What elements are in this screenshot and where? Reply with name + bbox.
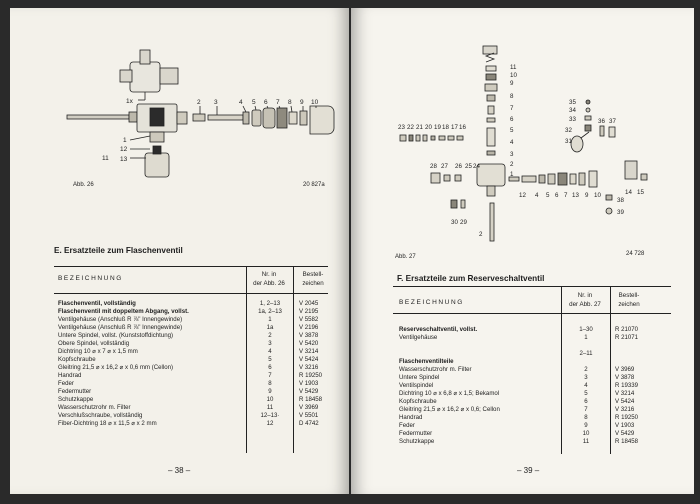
callout-1: 1 xyxy=(510,171,514,178)
row-figure-number: 11 xyxy=(266,404,274,411)
callout-2: 2 xyxy=(197,99,201,106)
right-page xyxy=(351,8,694,494)
row-figure-number: 1–30 xyxy=(579,326,593,333)
callout-37: 37 xyxy=(609,118,616,125)
row-figure-number: 12 xyxy=(266,420,274,427)
valve-exploded-diagram-abb26 xyxy=(10,8,349,198)
callout-12: 12 xyxy=(120,146,128,153)
figure-caption: Abb. 27 xyxy=(395,254,416,260)
row-figure-number: 11 xyxy=(582,438,590,445)
row-name: Gleitring 21,5 ⌀ x 16,2 ⌀ x 0,6 mm (Cellon) xyxy=(58,364,174,371)
row-name: Untere Spindel, vollst. (Kunststoffdichtung) xyxy=(58,332,174,339)
row-order-code: R 19250 xyxy=(299,372,323,379)
section-title: F. Ersatzteile zum Reserveschaltventil xyxy=(397,274,545,283)
row-figure-number: 2 xyxy=(268,332,272,339)
callout-26: 26 xyxy=(455,163,462,170)
row-figure-number: 1a xyxy=(266,324,274,331)
row-order-code: V 5582 xyxy=(299,316,319,323)
table-header-rule xyxy=(54,293,328,294)
callout-16: 16 xyxy=(459,124,466,131)
callout-4: 4 xyxy=(510,139,514,146)
callout-13: 13 xyxy=(120,156,128,163)
row-name: Federmutter xyxy=(58,388,92,395)
col-header-name: BEZEICHNUNG xyxy=(399,299,464,306)
row-order-code: V 5424 xyxy=(615,398,635,405)
row-figure-number: 9 xyxy=(268,388,272,395)
row-figure-number xyxy=(563,342,609,350)
row-order-code: V 3214 xyxy=(299,348,319,355)
row-order-code: V 3216 xyxy=(615,406,635,413)
callout-27: 27 xyxy=(441,163,448,170)
callout-29: 29 xyxy=(460,219,467,226)
callout-36: 36 xyxy=(598,118,605,125)
row-figure-number: 5 xyxy=(268,356,272,363)
row-figure-number: 2–11 xyxy=(579,350,593,357)
row-name: Fiber-Dichtring 18 ⌀ x 11,5 ⌀ x 2 mm xyxy=(58,420,157,427)
row-order-code: V 2196 xyxy=(299,324,319,331)
row-figure-number: 5 xyxy=(584,390,588,397)
row-figure-number: 3 xyxy=(584,374,588,381)
row-order-code: V 5424 xyxy=(299,356,319,363)
column-divider xyxy=(293,266,294,453)
callout-9b: 9 xyxy=(585,192,589,199)
callout-5: 5 xyxy=(252,99,256,106)
row-name: Ventilgehäuse xyxy=(399,334,438,341)
row-order-code: V 3216 xyxy=(299,364,319,371)
callout-3: 3 xyxy=(214,99,218,106)
figure-caption: Abb. 26 xyxy=(73,182,94,188)
row-name: Handrad xyxy=(399,414,423,421)
table-code-column xyxy=(615,326,638,446)
table-header-rule xyxy=(393,313,671,314)
callout-8: 8 xyxy=(288,99,292,106)
row-figure-number: 7 xyxy=(584,406,588,413)
row-name: Flaschenventil mit doppeltem Abgang, vollst. xyxy=(58,308,189,315)
row-name: Gleitring 21,5 ⌀ x 16,2 ⌀ x 0,6; Cellon xyxy=(399,406,500,413)
left-page xyxy=(10,8,349,494)
valve-exploded-diagram-abb27 xyxy=(351,8,694,253)
row-name: Federmutter xyxy=(399,430,433,437)
table-top-rule xyxy=(393,286,671,287)
row-name: Wasserschutzrohr m. Filter xyxy=(58,404,131,411)
callout-39: 39 xyxy=(617,209,624,216)
figure-code: 20 827a xyxy=(303,182,325,188)
table-nr-column xyxy=(248,300,292,428)
callout-10b: 10 xyxy=(594,192,601,199)
row-figure-number: 8 xyxy=(268,380,272,387)
figure-code: 24 728 xyxy=(626,251,645,257)
col-header-nr: Nr. in der Abb. 26 xyxy=(253,271,285,287)
callout-7: 7 xyxy=(510,105,514,112)
row-order-code: V 1903 xyxy=(299,380,319,387)
row-order-code: V 5429 xyxy=(615,430,635,437)
callout-9: 9 xyxy=(510,80,514,87)
row-name: Feder xyxy=(399,422,415,429)
callout-22: 22 xyxy=(407,124,414,131)
row-name: Verschlußschraube, vollständig xyxy=(58,412,143,419)
table-nr-column xyxy=(563,326,609,446)
row-figure-number: 2 xyxy=(584,366,588,373)
callout-12: 12 xyxy=(519,192,526,199)
row-name xyxy=(399,350,500,358)
col-header-name: BEZEICHNUNG xyxy=(58,275,123,282)
callout-23: 23 xyxy=(398,124,405,131)
row-figure-number: 3 xyxy=(268,340,272,347)
row-name: Schutzkappe xyxy=(58,396,94,403)
callout-7: 7 xyxy=(276,99,280,106)
row-name: Schutzkappe xyxy=(399,438,435,445)
row-order-code: V 5420 xyxy=(299,340,319,347)
col-header-nr: Nr. in der Abb. 27 xyxy=(569,292,601,308)
callout-38: 38 xyxy=(617,197,624,204)
row-name: Kopfschraube xyxy=(399,398,437,405)
callout-10: 10 xyxy=(311,99,319,106)
row-figure-number: 7 xyxy=(268,372,272,379)
callout-5: 5 xyxy=(510,127,514,134)
callout-24: 24 xyxy=(473,163,480,170)
row-order-code xyxy=(615,358,638,366)
callout-7b: 7 xyxy=(564,192,568,199)
row-figure-number: 1a, 2–13 xyxy=(258,308,282,315)
col-header-order: Bestell- zeichen xyxy=(302,271,324,287)
row-figure-number: 4 xyxy=(584,382,588,389)
row-name: Ventilspindel xyxy=(399,382,434,389)
row-name: Handrad xyxy=(58,372,82,379)
page-number: – 39 – xyxy=(517,466,540,475)
callout-31: 31 xyxy=(565,138,572,145)
row-name: Flaschenventil, vollständig xyxy=(58,300,136,307)
callout-11: 11 xyxy=(102,155,109,162)
row-order-code: V 2045 xyxy=(299,300,319,307)
row-order-code: D 4742 xyxy=(299,420,319,427)
row-order-code: V 5501 xyxy=(299,412,319,419)
row-figure-number: 1 xyxy=(584,334,588,341)
row-figure-number: 1 xyxy=(268,316,272,323)
row-order-code xyxy=(615,342,638,350)
callout-33: 33 xyxy=(569,116,576,123)
row-name: Ventilgehäuse (Anschluß R ⅞" Innengewinde) xyxy=(58,324,183,331)
row-figure-number xyxy=(563,358,609,366)
callout-2: 2 xyxy=(510,161,514,168)
row-name: Ventilgehäuse (Anschluß R ⅞" Innengewinde) xyxy=(58,316,183,323)
callout-14: 14 xyxy=(625,189,632,196)
row-order-code: R 19250 xyxy=(615,414,639,421)
column-divider xyxy=(610,286,611,454)
row-figure-number: 6 xyxy=(268,364,272,371)
callout-17: 17 xyxy=(451,124,458,131)
row-name: Obere Spindel, vollständig xyxy=(58,340,130,347)
row-order-code: R 19339 xyxy=(615,382,639,389)
row-name: Feder xyxy=(58,380,74,387)
callout-32: 32 xyxy=(565,127,572,134)
table-code-column xyxy=(299,300,322,428)
row-figure-number: 9 xyxy=(584,422,588,429)
callout-25: 25 xyxy=(465,163,472,170)
callout-15: 15 xyxy=(637,189,644,196)
row-order-code: V 5429 xyxy=(299,388,319,395)
callout-34: 34 xyxy=(569,107,576,114)
row-name: Dichtring 10 ⌀ x 6,8 ⌀ x 1,5; Bekamol xyxy=(399,390,500,397)
callout-1: 1 xyxy=(123,137,127,144)
row-name xyxy=(399,342,500,350)
row-order-code: R 18458 xyxy=(615,438,639,445)
callout-13: 13 xyxy=(572,192,579,199)
callout-6: 6 xyxy=(264,99,268,106)
table-name-column xyxy=(58,300,189,428)
col-header-order: Bestell- zeichen xyxy=(618,292,640,308)
table-top-rule xyxy=(54,266,328,267)
row-figure-number: 8 xyxy=(584,414,588,421)
callout-19: 19 xyxy=(434,124,441,131)
row-figure-number: 12–13· xyxy=(260,412,280,419)
row-order-code: V 3878 xyxy=(615,374,635,381)
callout-10: 10 xyxy=(510,72,517,79)
row-figure-number: 4 xyxy=(268,348,272,355)
page-number: – 38 – xyxy=(168,466,191,475)
callout-6: 6 xyxy=(510,116,514,123)
row-name: Flaschenventilteile xyxy=(399,358,454,365)
callout-5b: 5 xyxy=(546,192,550,199)
row-order-code: R 21071 xyxy=(615,334,639,341)
callout-21: 21 xyxy=(416,124,423,131)
callout-9: 9 xyxy=(300,99,304,106)
row-figure-number: 6 xyxy=(584,398,588,405)
callout-1x: 1x xyxy=(126,98,133,105)
row-order-code: V 3969 xyxy=(615,366,635,373)
callout-8: 8 xyxy=(510,93,514,100)
callout-4b: 4 xyxy=(535,192,539,199)
callout-18: 18 xyxy=(442,124,449,131)
callout-4: 4 xyxy=(239,99,243,106)
row-order-code: V 2195 xyxy=(299,308,319,315)
column-divider xyxy=(561,286,562,454)
row-name: Wasserschutzrohr m. Filter xyxy=(399,366,472,373)
callout-2b: 2 xyxy=(479,231,483,238)
callout-20: 20 xyxy=(425,124,432,131)
row-order-code xyxy=(615,350,638,358)
row-name: Kopfschraube xyxy=(58,356,96,363)
callout-35: 35 xyxy=(569,99,576,106)
row-order-code: V 3878 xyxy=(299,332,319,339)
row-name: Untere Spindel xyxy=(399,374,440,381)
row-order-code: R 21070 xyxy=(615,326,639,333)
callout-6b: 6 xyxy=(555,192,559,199)
callout-3: 3 xyxy=(510,151,514,158)
table-name-column xyxy=(399,326,500,446)
row-figure-number: 10 xyxy=(582,430,590,437)
row-order-code: V 3969 xyxy=(299,404,319,411)
row-name: Reserveschaltventil, vollst. xyxy=(399,326,478,333)
row-figure-number: 1, 2–13 xyxy=(259,300,281,307)
callout-11: 11 xyxy=(510,64,517,71)
column-divider xyxy=(246,266,247,453)
row-order-code: R 18458 xyxy=(299,396,323,403)
row-name: Dichtring 10 ⌀ x 7 ⌀ x 1,5 mm xyxy=(58,348,138,355)
callout-28: 28 xyxy=(430,163,437,170)
section-title: E. Ersatzteile zum Flaschenventil xyxy=(54,246,183,255)
row-figure-number: 10 xyxy=(266,396,274,403)
row-order-code: V 1903 xyxy=(615,422,635,429)
callout-30: 30 xyxy=(451,219,458,226)
row-order-code: V 3214 xyxy=(615,390,635,397)
